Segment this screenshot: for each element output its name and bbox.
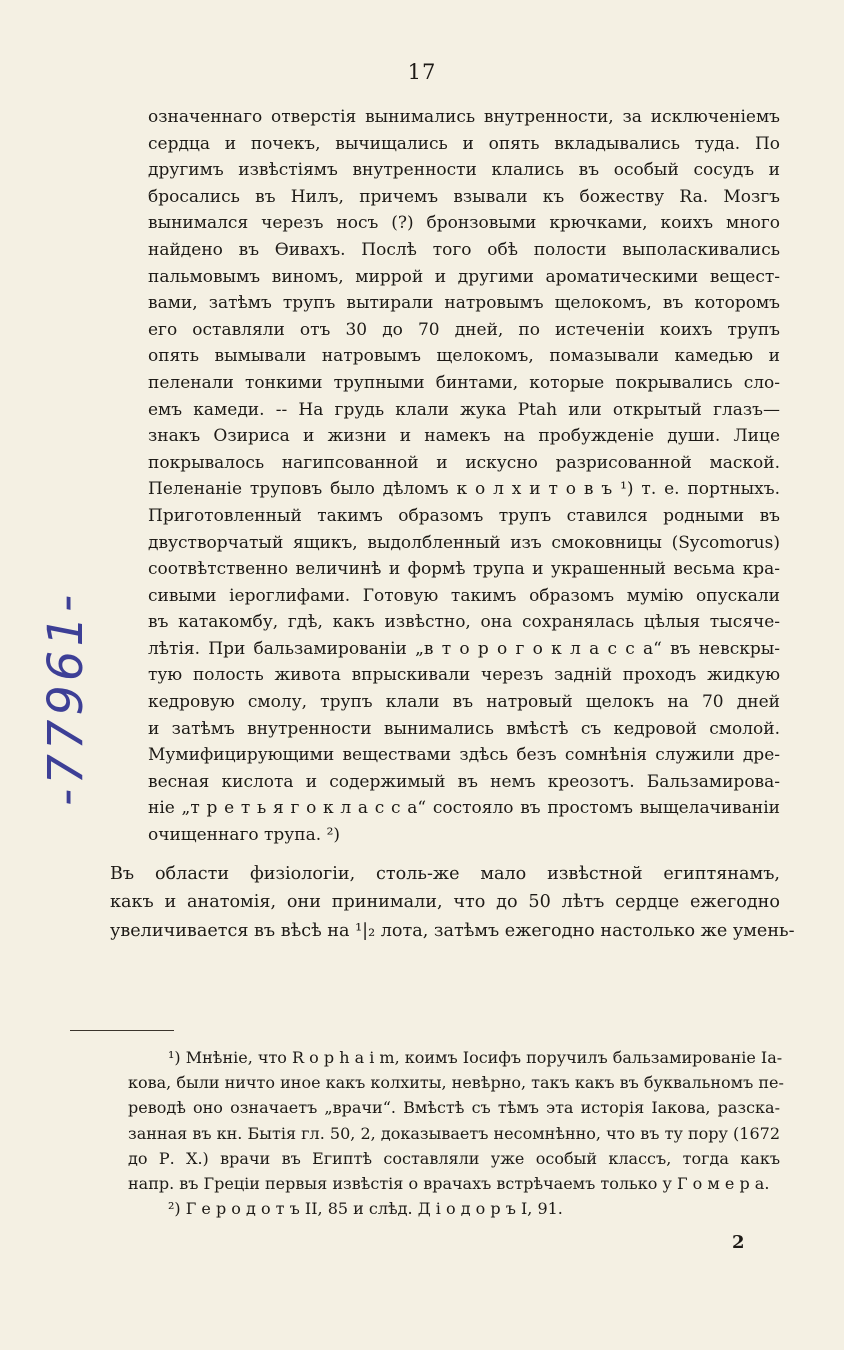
text-line: очищеннаго трупа. ²) [148, 825, 341, 846]
footnote-line: кова, были ничто иное какъ колхиты, невѣрно, такъ какъ въ буквальномъ пе- [128, 1073, 784, 1093]
printer-signature-mark: 2 [732, 1232, 745, 1253]
text-line: увеличивается въ вѣсѣ на ¹|₂ лота, затѣмъ ежегодно настолько же умень- [110, 920, 795, 941]
text-line: кедровую смолу, трупъ клали въ натровый щелокъ на 70 дней [148, 692, 780, 713]
paragraph-2 [110, 860, 795, 946]
footnote-divider [70, 1030, 174, 1031]
text-line: другимъ извѣстіямъ внутренности клались въ особый сосудъ и [148, 160, 780, 181]
text-line: вами, затѣмъ трупъ вытирали натровымъ щелокомъ, въ которомъ [148, 293, 780, 314]
text-line: соотвѣтственно величинѣ и формѣ трупа и украшенный весьма кра- [148, 559, 780, 580]
footnote-line: реводѣ оно означаетъ „врачи“. Вмѣстѣ съ тѣмъ эта исторія Іакова, разска- [128, 1098, 780, 1118]
footnote-line: ¹) Мнѣніе, что R o p h a i m, коимъ Іосифъ поручилъ бальзамированіе Іа- [168, 1048, 783, 1067]
text-line: вынимался черезъ носъ (?) бронзовыми крючками, коихъ много [148, 213, 780, 234]
text-line: пальмовымъ виномъ, миррой и другими ароматическими вещест- [148, 266, 780, 287]
text-line: ніе „т р е т ь я г о к л а с с а“ состояло въ простомъ выщелачиваніи [148, 798, 780, 819]
text-line: сивыми іероглифами. Готовую такимъ образомъ мумію опускали [148, 585, 780, 606]
text-line: Въ области физіологіи, столь-же мало извѣстной египтянамъ, [110, 863, 780, 884]
text-line: какъ и анатомія, они принимали, что до 50 лѣтъ сердце ежегодно [110, 892, 780, 913]
text-line: означеннаго отверстія вынимались внутренности, за исключеніемъ [148, 107, 780, 127]
footnotes-block [128, 1045, 784, 1221]
text-line: Пеленаніе труповъ было дѣломъ к о л х и т о в ъ ¹) т. е. портныхъ. [148, 479, 780, 500]
page-number: 17 [407, 60, 437, 84]
text-line: весная кислота и содержимый въ немъ креозотъ. Бальзамирова- [148, 771, 780, 792]
text-line: бросались въ Нилъ, причемъ взывали къ божеству Ra. Мозгъ [148, 186, 780, 207]
text-line: покрывалось нагипсованной и искусно разрисованной маской. [148, 452, 780, 473]
text-line: знакъ Озириса и жизни и намекъ на пробужденіе души. Лице [148, 426, 780, 447]
text-line: опять вымывали натровымъ щелокомъ, помазывали камедью и [148, 346, 780, 367]
paragraph-1 [148, 104, 780, 849]
footnote-line: до Р. Х.) врачи въ Египтѣ составляли уже особый классъ, тогда какъ [128, 1148, 780, 1168]
footnote-line: ²) Г е р о д о т ъ II, 85 и слѣд. Д і о д о р ъ I, 91. [168, 1199, 563, 1219]
text-line: найдено въ Ѳивахъ. Послѣ того обѣ полости выполаскивались [148, 239, 780, 260]
footnote-line: напр. въ Греціи первыя извѣстія о врачахъ встрѣчаемъ только у Г о м е р а. [128, 1174, 770, 1194]
text-line: сердца и почекъ, вычищались и опять вкладывались туда. По [148, 133, 780, 154]
main-text-block [110, 104, 795, 945]
text-line: пеленали тонкими трупными бинтами, которые покрывались сло- [148, 372, 780, 393]
text-line: тую полость живота впрыскивали черезъ задній проходъ жидкую [148, 665, 780, 686]
text-line: Приготовленный такимъ образомъ трупъ ставился родными въ [148, 505, 780, 526]
text-line: въ катакомбу, гдѣ, какъ извѣстно, она сохранялась цѣлыя тысяче- [148, 612, 780, 633]
text-line: его оставляли отъ 30 до 70 дней, по истеченіи коихъ трупъ [148, 319, 780, 340]
text-line: емъ камеди. -- На грудь клали жука Ptah или открытый глазъ— [148, 399, 780, 420]
text-line: лѣтія. При бальзамированіи „в т о р о г о к л а с с а“ въ невскры- [148, 638, 780, 659]
text-line: и затѣмъ внутренности вынимались вмѣстѣ съ кедровой смолой. [148, 718, 780, 739]
text-line: двустворчатый ящикъ, выдолбленный изъ смоковницы (Sycomorus) [148, 532, 780, 553]
footnote-line: занная въ кн. Бытія гл. 50, 2, доказываетъ несомнѣнно, что въ ту пору (1672 [128, 1123, 780, 1143]
handwritten-inventory-number: -77961- [38, 590, 94, 806]
text-line: Мумифицирующими веществами здѣсь безъ сомнѣнія служили дре- [148, 745, 780, 766]
